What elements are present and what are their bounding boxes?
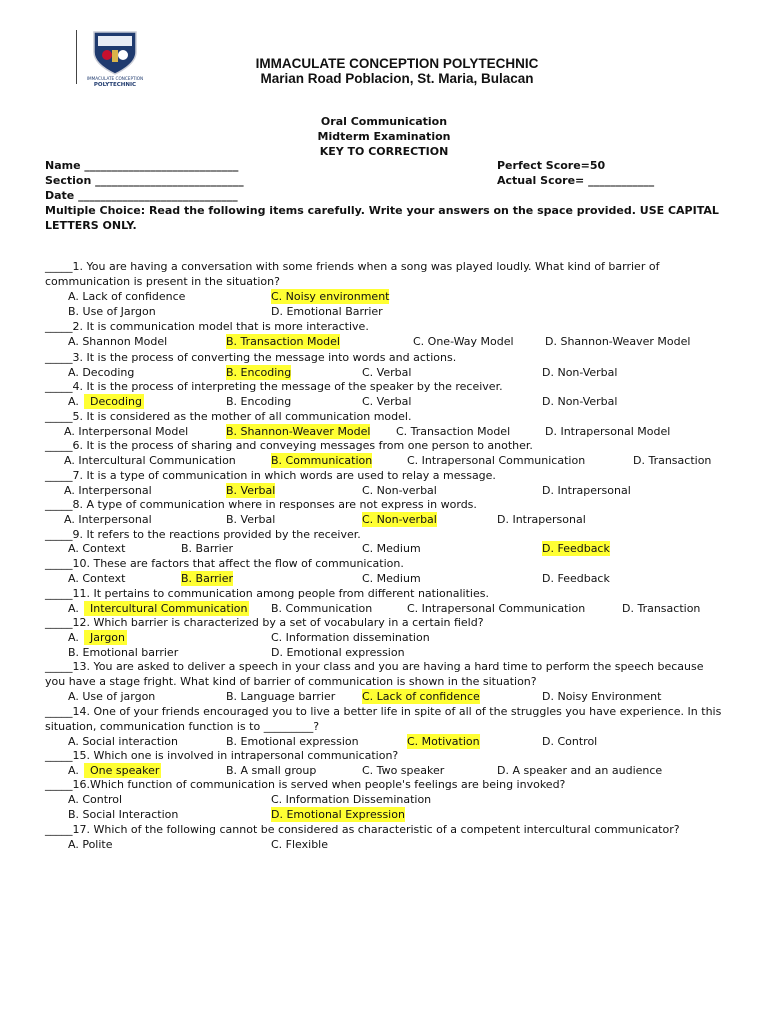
question-4: _____4. It is the process of interpreting the message of the speaker by the receiver. xyxy=(45,380,503,393)
option: B. Use of Jargon xyxy=(68,305,156,318)
option: D. Feedback xyxy=(542,572,610,585)
correct-answer: B. Shannon-Weaver Model xyxy=(226,425,371,438)
option: D. Transaction xyxy=(633,454,712,467)
option: A. Social interaction xyxy=(68,735,178,748)
option: A. Context xyxy=(68,572,126,585)
option: D. Noisy Environment xyxy=(542,690,662,703)
option: D. A speaker and an audience xyxy=(497,764,663,777)
option: D. Emotional expression xyxy=(271,646,405,659)
name-field: Name ____________________________ xyxy=(45,159,239,172)
option: C. Medium xyxy=(362,572,421,585)
section-field: Section ___________________________ xyxy=(45,174,244,187)
exam-subject: Oral Communication xyxy=(320,115,448,128)
correct-answer: C. Non-verbal xyxy=(362,513,437,526)
question-8: _____8. A type of communication where in responses are not express in words. xyxy=(45,498,477,511)
correct-answer: D. Feedback xyxy=(542,542,610,555)
correct-answer: B. Barrier xyxy=(181,572,234,585)
option: D. Transaction xyxy=(622,602,701,615)
question-2: _____2. It is communication model that is more interactive. xyxy=(45,320,369,333)
question-9: _____9. It refers to the reactions provided by the receiver. xyxy=(45,528,361,541)
option: A. Control xyxy=(68,793,123,806)
option-letter: A. xyxy=(68,395,79,408)
school-name: IMMACULATE CONCEPTION POLYTECHNIC xyxy=(255,56,539,71)
option: B. Barrier xyxy=(181,542,234,555)
question-12: _____12. Which barrier is characterized by a set of vocabulary in a certain field? xyxy=(45,616,484,629)
correct-answer: B. Encoding xyxy=(226,366,292,379)
option: C. Medium xyxy=(362,542,421,555)
question-5: _____5. It is considered as the mother of all communication model. xyxy=(45,410,412,423)
option: B. Language barrier xyxy=(226,690,336,703)
correct-answer: Intercultural Communication xyxy=(84,601,249,616)
question-17: _____17. Which of the following cannot be considered as characteristic of a competent intercultural communicator? xyxy=(45,823,680,836)
option: A. Interpersonal xyxy=(64,484,152,497)
option: D. Control xyxy=(542,735,598,748)
svg-text:IMMACULATE CONCEPTION: IMMACULATE CONCEPTION xyxy=(86,76,144,81)
correct-answer: C. Motivation xyxy=(407,735,480,748)
correct-answer: D. Emotional Expression xyxy=(271,808,405,821)
correct-answer: Decoding xyxy=(84,394,144,409)
question-10: _____10. These are factors that affect the flow of communication. xyxy=(45,557,404,570)
option: C. Intrapersonal Communication xyxy=(407,454,586,467)
instructions: Multiple Choice: Read the following items carefully. Write your answers on the space provided. USE CAPITAL LETTERS ONLY. xyxy=(45,204,719,232)
option-letter: A. xyxy=(68,631,79,644)
option: A. Interpersonal xyxy=(64,513,152,526)
question-15: _____15. Which one is involved in intrapersonal communication? xyxy=(45,749,399,762)
option: C. Information Dissemination xyxy=(271,793,432,806)
option: D. Emotional Barrier xyxy=(271,305,383,318)
question-6: _____6. It is the process of sharing and conveying messages from one person to another. xyxy=(45,439,533,452)
exam-title: Midterm Examination xyxy=(317,130,451,143)
date-field: Date _____________________________ xyxy=(45,189,238,202)
question-1: _____1. You are having a conversation with some friends when a song was played loudly. What kind of barrier of communication is present in the situation? xyxy=(45,260,660,288)
correct-answer: B. Verbal xyxy=(226,484,276,497)
option: C. Non-verbal xyxy=(362,484,437,497)
option: C. Intrapersonal Communication xyxy=(407,602,586,615)
option: A. Context xyxy=(68,542,126,555)
option: D. Intrapersonal xyxy=(542,484,631,497)
actual-score-field: Actual Score= ____________ xyxy=(497,174,655,187)
option-letter: A. xyxy=(68,602,79,615)
school-address: Marian Road Poblacion, St. Maria, Bulacan xyxy=(260,71,534,86)
option: C. Flexible xyxy=(271,838,329,851)
option: C. Two speaker xyxy=(362,764,445,777)
option: B. Verbal xyxy=(226,513,276,526)
correct-answer: One speaker xyxy=(84,763,161,778)
option: C. One-Way Model xyxy=(413,335,514,348)
question-13: _____13. You are asked to deliver a speech in your class and you are having a hard time to perform the speech because you have a stage fright. What kind of barrier of communication is shown in the situation? xyxy=(45,660,704,688)
option: C. Verbal xyxy=(362,395,412,408)
correct-answer: C. Noisy environment xyxy=(271,290,390,303)
option: A. Interpersonal Model xyxy=(64,425,189,438)
option: D. Intrapersonal xyxy=(497,513,586,526)
option: B. Encoding xyxy=(226,395,292,408)
option: D. Non-Verbal xyxy=(542,366,618,379)
correct-answer: Jargon xyxy=(84,630,127,645)
correct-answer: B. Communication xyxy=(271,454,373,467)
question-7: _____7. It is a type of communication in which words are used to relay a message. xyxy=(45,469,496,482)
option: A. Polite xyxy=(68,838,113,851)
option: D. Non-Verbal xyxy=(542,395,618,408)
option: A. Shannon Model xyxy=(68,335,168,348)
question-3: _____3. It is the process of converting the message into words and actions. xyxy=(45,351,457,364)
question-16: _____16.Which function of communication is served when people's feelings are being invoked? xyxy=(45,778,566,791)
option: A. Intercultural Communication xyxy=(64,454,236,467)
option: C. Verbal xyxy=(362,366,412,379)
correct-answer: C. Lack of confidence xyxy=(362,690,480,703)
question-11: _____11. It pertains to communication among people from different nationalities. xyxy=(45,587,489,600)
option: A. Use of jargon xyxy=(68,690,156,703)
correct-answer: B. Transaction Model xyxy=(226,335,340,348)
option: A. Lack of confidence xyxy=(68,290,186,303)
perfect-score: Perfect Score=50 xyxy=(497,159,606,172)
option-letter: A. xyxy=(68,764,79,777)
option: B. Emotional expression xyxy=(226,735,359,748)
question-14: _____14. One of your friends encouraged you to live a better life in spite of all of the struggles you have experience. In this situation, communication function is to _________? xyxy=(45,705,722,733)
svg-text:POLYTECHNIC: POLYTECHNIC xyxy=(93,82,137,88)
option: B. A small group xyxy=(226,764,317,777)
option: D. Shannon-Weaver Model xyxy=(545,335,691,348)
option: B. Communication xyxy=(271,602,373,615)
option: C. Information dissemination xyxy=(271,631,430,644)
option: B. Social Interaction xyxy=(68,808,179,821)
option: C. Transaction Model xyxy=(396,425,511,438)
option: B. Emotional barrier xyxy=(68,646,179,659)
option: A. Decoding xyxy=(68,366,135,379)
option: D. Intrapersonal Model xyxy=(545,425,671,438)
answer-key-label: KEY TO CORRECTION xyxy=(319,145,449,158)
